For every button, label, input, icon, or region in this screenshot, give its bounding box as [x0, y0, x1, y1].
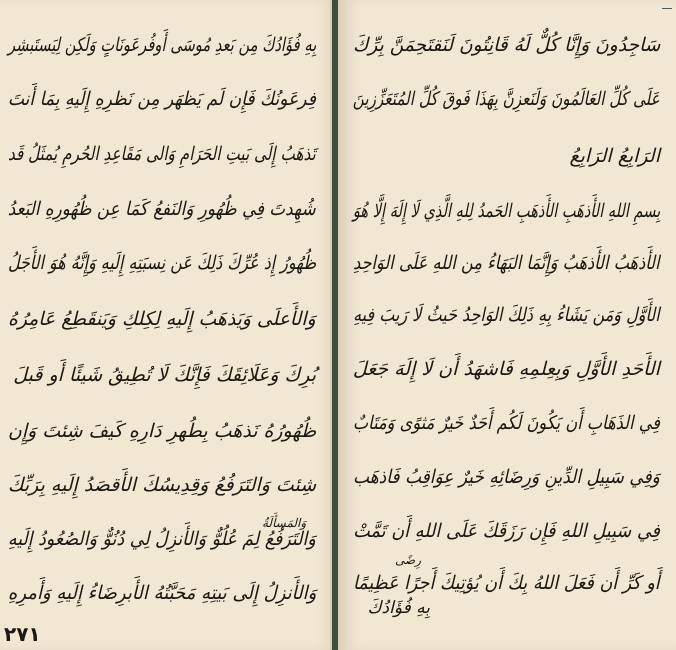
- left-line-5: ظُهُورُ إِذ عُرِّكَ ذَلِكَ عَن نِسبَتِهِ إِلَيهِ وَإِنَّهُ هُوَ الأَجَلُ: [7, 252, 316, 274]
- left-line-2: فِرعَونُكَ فَإِن لَم يَظهَر مِن نَظرِهِ إِلَيهِ بِمَا أَنتَ: [7, 88, 316, 110]
- right-margin-note: رِضًى: [395, 553, 421, 567]
- left-line-3: تَذهَبُ إِلَى بَيتِ الحَرَامِ وَالى مَقَاعِدِ الحُرمِ يُمثَلُ قَد: [8, 143, 316, 165]
- right-line-8: فِي الذَهَابِ أَن يَكُونَ لَكُم أَحَدٌ خَيرٌ مَثوًى وَمَتَابٌ: [352, 412, 660, 434]
- left-page: [0, 0, 330, 650]
- right-line-7: الأَحَدِ الأَوَّلِ وَبِعِلمِهِ فَاشهَدُ أَن لَا إِلَهَ جَعَلَ: [352, 358, 660, 380]
- left-margin-note: وَالمَسأَلَةُ: [262, 516, 307, 530]
- left-page-text: [0, 0, 330, 650]
- page-number: ٢٧١: [4, 622, 41, 646]
- right-line-10: فِي سَبِيلِ اللهِ فَإِن رَزَقَكَ عَلَى اللهِ أَن تَمَّتْ: [353, 520, 660, 542]
- book-gutter: [330, 0, 347, 650]
- right-line-3: الرَابِعُ الرَابِعُ: [569, 145, 660, 167]
- right-line-11: أَو كَرِّ أَن فَعَلَ اللهُ بِكَ أَن يُؤتِيكَ أَجرًا عَظِيمًا: [353, 572, 660, 594]
- right-line-2: عَلَى كُلِّ العَالَمُونَ وَلَنَعزِنَّ بِهَذَا فَوقَ كُلِّ المُتَعَزِّزِينَ: [353, 88, 660, 110]
- left-line-7: بُرِكَ وَعَلَائِقَكَ فَإِنَّكَ لَا تُطِيقُ شَيئًا أَو قَبلَ: [13, 364, 316, 386]
- left-line-9: شِئتَ وَالتَرَفُعُ وَقِدِيسُكَ الأَقصَدُ إِلَيهِ بِرَبِّكَ: [7, 474, 316, 496]
- left-line-8: ظُهُورُهُ نَذهَبُ بِطُهرِ دَارِهِ كَيفَ شِئتَ وَإِن: [7, 420, 316, 442]
- right-line-9: وَفِي سَبِيلِ الدِّينِ وَرِضَائِهِ خَيرٌ عِوَاقِبُ فَاذهَب: [353, 466, 660, 488]
- left-line-10: وَالتَرَفُعُ لِمَ عُلُوٌّ وَالأَنزِلُ لِي دُنُوٌّ وَالصُعُودُ إِلَيهِ: [8, 528, 316, 550]
- right-line-6: الأَوَّلِ وَمَن يَشَاءُ بِهِ ذَلِكَ الوَاحِدُ حَيثُ لَا رَيبَ فِيهِ: [353, 304, 660, 326]
- right-line-12: بِهِ فُؤَادُكَ: [367, 598, 430, 618]
- left-line-1: بِهِ فُؤَادُكَ مِن بَعدِ مُوسَى أَوفُرعَونَاتٍ وَلَكِن لِيَستَبشِر: [7, 34, 316, 56]
- right-line-4: بِسمِ اللهِ الأَذهَبِ الأَذهَبِ الحَمدُ لِلهِ الَّذِي لَا إِلَهَ إِلَّا هُوَ: [352, 200, 660, 222]
- left-line-6: وَالأَعلَى وَيَذهَبُ إِلَيهِ لِكِلكِ وَيَنقَطِعُ عَامِرُهُ: [8, 308, 316, 330]
- right-line-1: سَاجِدُونَ وَإِنَّا كُلٌّ لَهُ قَانِتُونَ لَنَقتَحِمَنَّ بِرِّكَ: [352, 34, 660, 56]
- left-line-11: وَالأَنزِلُ إِلَى بَيتِهِ مَحَبَّتُهُ الأَبرِضَاءُ إِلَيهِ وَأَمرِهِ: [7, 582, 316, 604]
- left-line-4: شُهِدتَ فِي ظُهُورِ وَالنَفعُ كَمَا عِن ظُهُورِهِ البَعدُ: [8, 198, 316, 220]
- right-page: [347, 0, 676, 650]
- right-line-5: الأَذهَبُ الأَذهَبُ وَإِنَّمَا البَهَاءُ مِن اللهِ عَلَى الوَاحِدِ: [353, 252, 660, 274]
- page-corner-mark: [662, 0, 672, 9]
